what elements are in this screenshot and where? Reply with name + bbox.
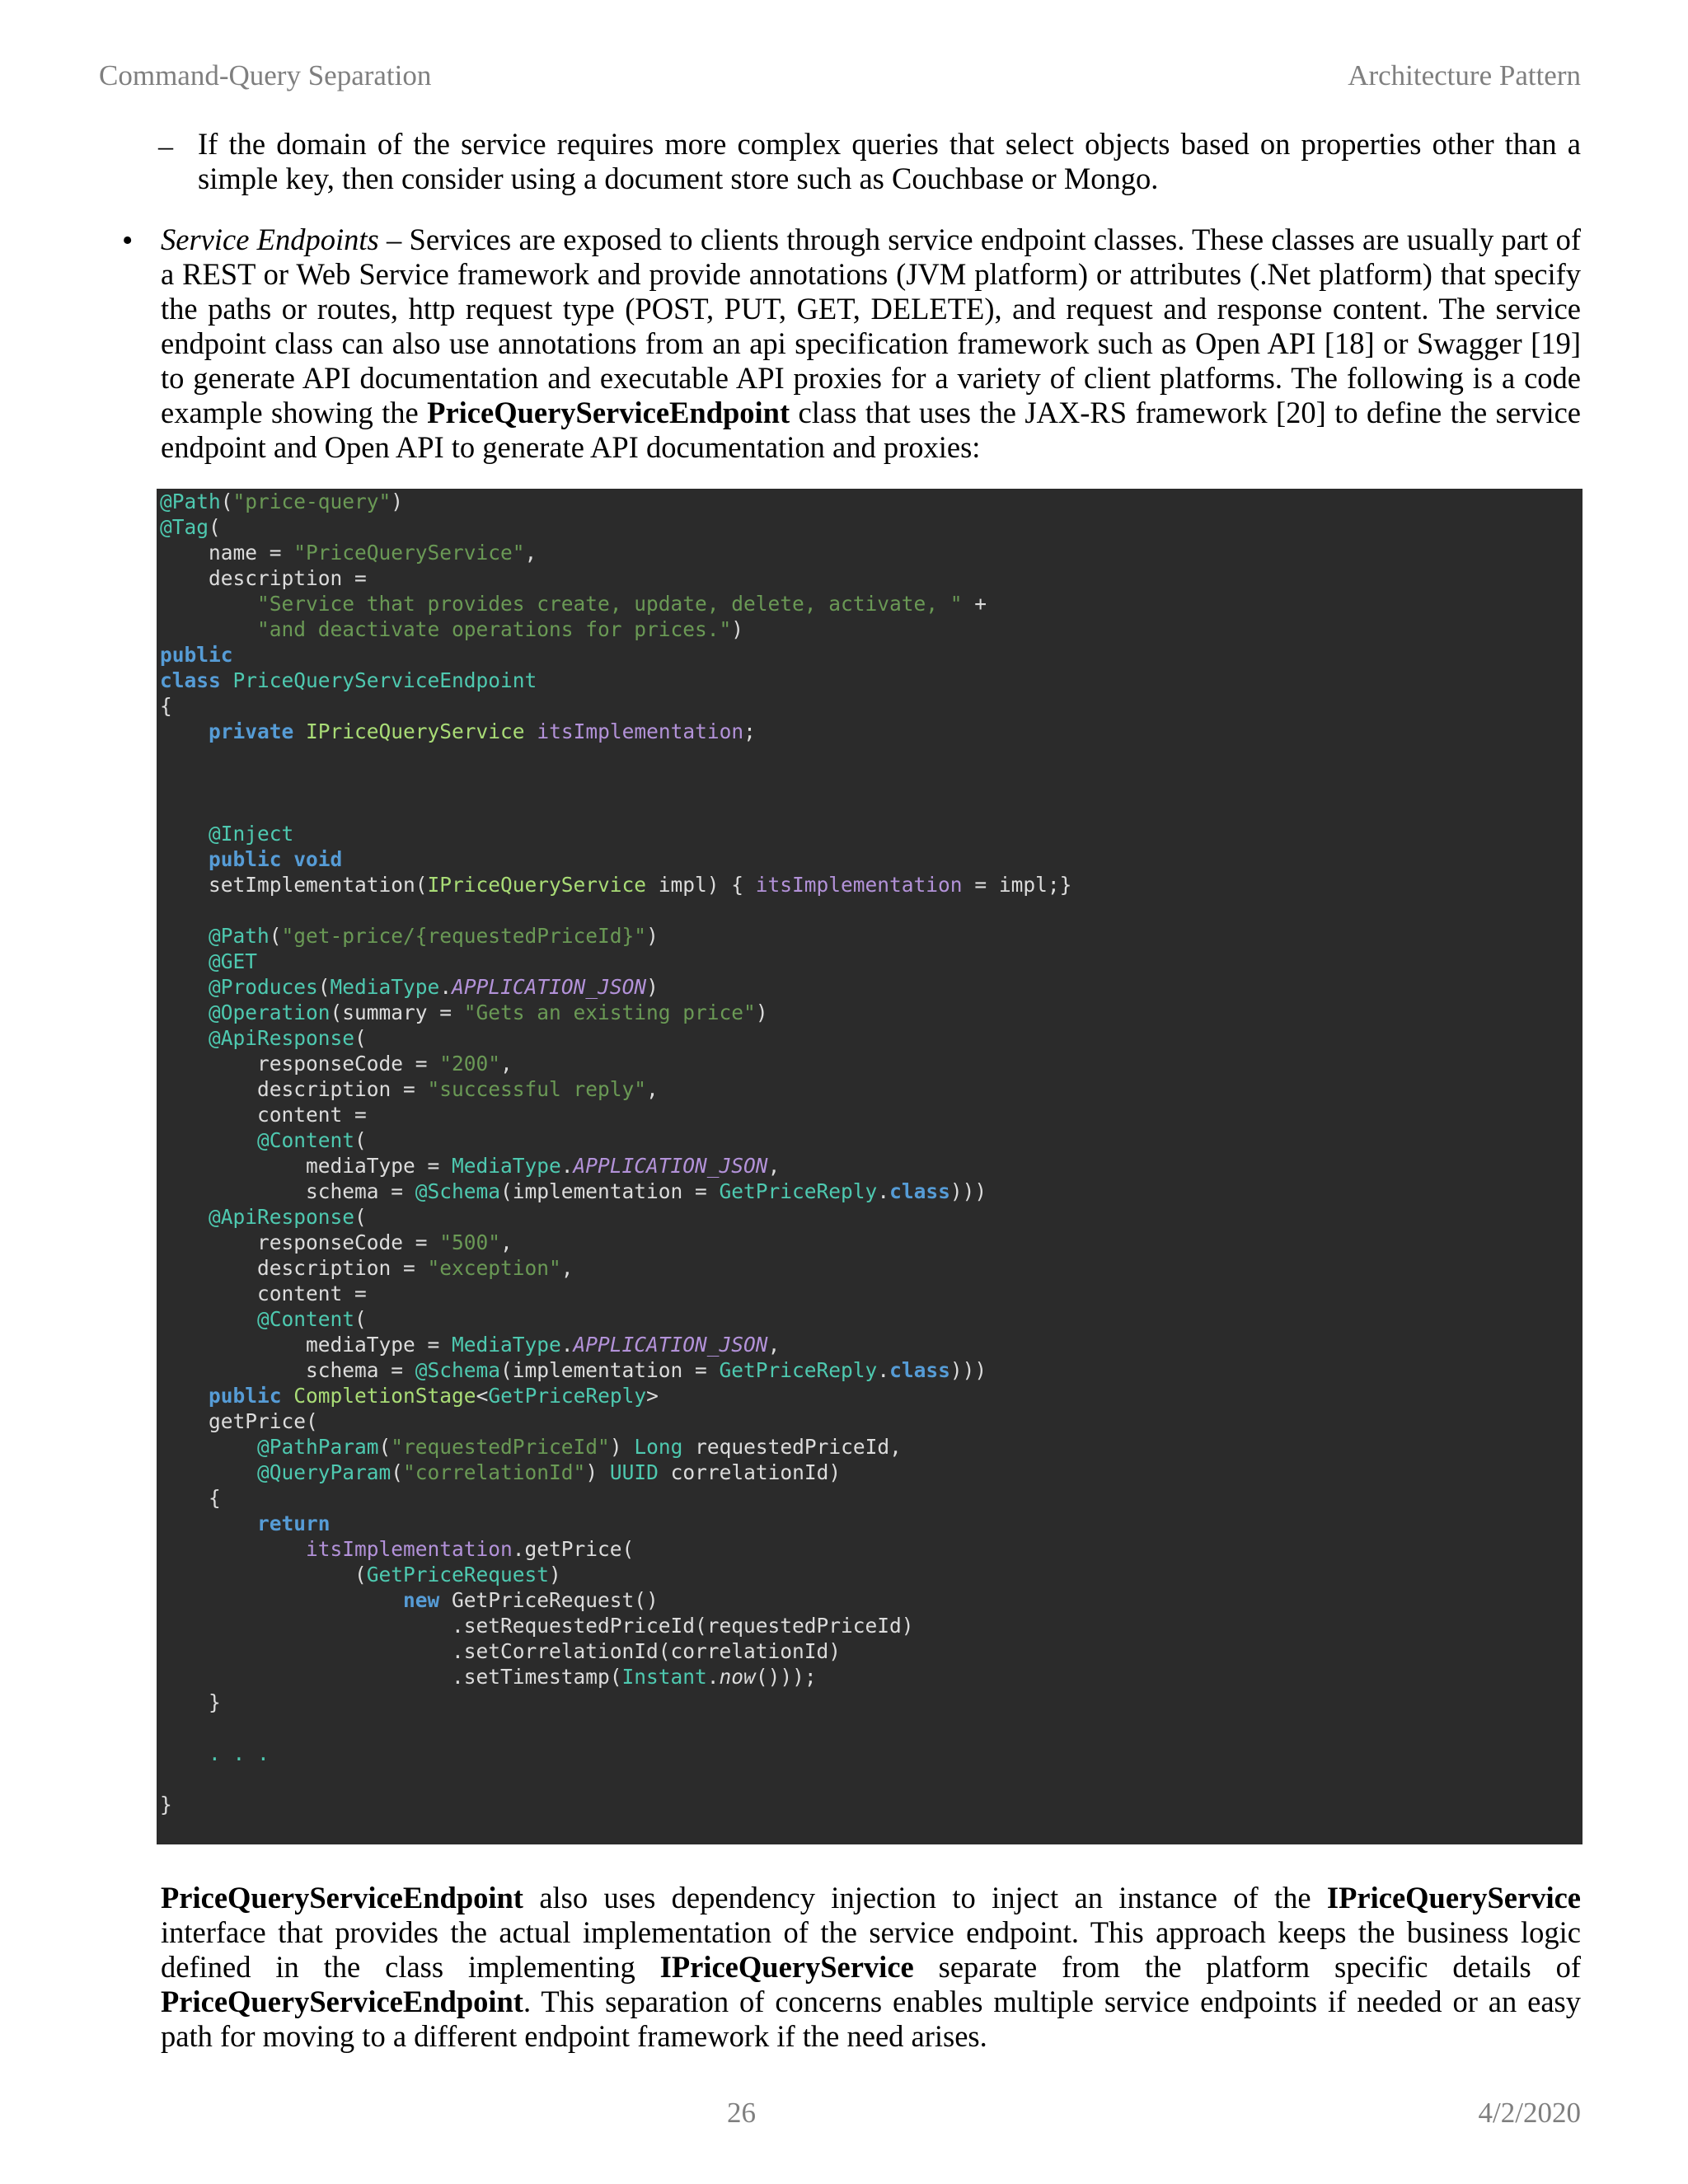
code-token: MediaType <box>330 975 440 999</box>
code-token: @Schema <box>415 1358 501 1382</box>
code-token: , <box>500 1052 513 1076</box>
code-line <box>160 949 1582 974</box>
code-token: ( <box>354 1026 367 1050</box>
code-line <box>160 693 1582 719</box>
code-token: itsImplementation <box>306 1537 513 1561</box>
code-line <box>160 489 1582 514</box>
code-token: ( <box>391 1460 404 1484</box>
code-token: ) <box>609 1435 635 1459</box>
code-token: schema = <box>160 1179 415 1203</box>
code-line <box>160 1408 1582 1434</box>
code-token <box>160 719 209 743</box>
code-listing <box>160 489 1582 1817</box>
code-token: "requestedPriceId" <box>391 1435 610 1459</box>
code-line <box>160 1587 1582 1613</box>
code-line <box>160 540 1582 565</box>
code-token: @Inject <box>209 822 294 846</box>
code-token: IPriceQueryService <box>306 719 525 743</box>
term-service-endpoints: Service Endpoints <box>161 223 379 256</box>
code-token: ) <box>391 490 404 513</box>
code-token: MediaType <box>452 1154 561 1178</box>
code-token <box>160 1537 306 1561</box>
code-line <box>160 744 1582 770</box>
code-token: @ApiResponse <box>209 1205 355 1229</box>
bullet-marker: • <box>122 223 134 258</box>
code-line <box>160 719 1582 744</box>
code-token: @QueryParam <box>257 1460 392 1484</box>
code-token: ( <box>354 1205 367 1229</box>
paragraph-text: . This separation of concerns enables multiple service endpoints if needed or an easy path for moving to a different endpoint framework if the need arises. <box>161 1985 1581 2053</box>
header-category: Architecture Pattern <box>1348 59 1581 91</box>
header-title: Command-Query Separation <box>99 59 432 91</box>
code-line <box>160 1766 1582 1792</box>
code-token: ( <box>209 515 221 539</box>
code-token: , <box>524 541 537 565</box>
code-token: ( <box>220 490 233 513</box>
code-line <box>160 1613 1582 1638</box>
code-line <box>160 642 1582 668</box>
code-line <box>160 872 1582 898</box>
code-token: "PriceQueryService" <box>293 541 525 565</box>
code-token: ( <box>317 975 331 999</box>
code-token: ))) <box>950 1179 987 1203</box>
code-token: "correlationId" <box>403 1460 586 1484</box>
code-line <box>160 898 1582 923</box>
code-token <box>160 617 257 641</box>
code-token: .setCorrelationId(correlationId) <box>160 1639 842 1663</box>
code-line <box>160 846 1582 872</box>
code-line <box>160 1460 1582 1485</box>
code-token: @Tag <box>160 515 209 539</box>
code-token: ))) <box>950 1358 987 1382</box>
code-token: description = <box>160 1077 428 1101</box>
code-line <box>160 770 1582 795</box>
code-token: CompletionStage <box>293 1384 476 1408</box>
code-token: , <box>560 1256 574 1280</box>
code-token: content = <box>160 1282 367 1305</box>
code-token: setImplementation( <box>160 873 428 897</box>
code-token <box>160 975 209 999</box>
code-token: "200" <box>439 1052 501 1076</box>
code-token: .getPrice( <box>512 1537 635 1561</box>
code-token: (summary = <box>330 1001 464 1024</box>
code-token: > <box>646 1384 659 1408</box>
code-token: requestedPriceId, <box>682 1435 902 1459</box>
code-token <box>160 1128 257 1152</box>
code-line <box>160 1025 1582 1051</box>
code-line <box>160 795 1582 821</box>
bold-term: PriceQueryServiceEndpoint <box>161 1985 523 2018</box>
code-token: .setRequestedPriceId(requestedPriceId) <box>160 1614 914 1638</box>
code-token: . <box>560 1154 574 1178</box>
paragraph-text: interface that provides the actual implementation of the service endpoint. This approach keeps the business logic defined in the class implementing <box>161 1915 1581 1984</box>
code-token: @Content <box>257 1128 355 1152</box>
code-line <box>160 1434 1582 1460</box>
code-token <box>160 1307 257 1331</box>
code-token: ; <box>743 719 756 743</box>
code-line <box>160 1000 1582 1025</box>
code-token: ) <box>549 1563 561 1586</box>
code-line <box>160 1102 1582 1127</box>
code-line <box>160 1511 1582 1536</box>
code-token: ( <box>269 924 282 948</box>
code-token: new <box>403 1588 440 1612</box>
code-token: "successful reply" <box>427 1077 647 1101</box>
code-block <box>157 489 1582 1844</box>
code-token: GetPriceReply <box>719 1179 878 1203</box>
code-token: class <box>889 1358 950 1382</box>
code-token: APPLICATION_JSON <box>452 975 647 999</box>
code-token: public <box>160 643 233 667</box>
code-token: < <box>476 1384 489 1408</box>
code-token <box>160 1205 209 1229</box>
code-token: = impl;} <box>962 873 1072 897</box>
footer-date: 4/2/2020 <box>1478 2097 1581 2129</box>
code-line <box>160 1255 1582 1281</box>
code-token <box>160 1001 209 1024</box>
code-token: private <box>209 719 294 743</box>
code-line <box>160 565 1582 591</box>
code-token: "Gets an existing price" <box>463 1001 756 1024</box>
code-token <box>160 592 257 616</box>
code-token <box>160 949 209 973</box>
code-token: impl) { <box>646 873 756 897</box>
code-token: } <box>160 1793 172 1816</box>
code-line <box>160 1230 1582 1255</box>
code-token: IPriceQueryService <box>427 873 647 897</box>
code-token: APPLICATION_JSON <box>573 1154 768 1178</box>
code-line <box>160 591 1582 616</box>
code-token: (implementation = <box>500 1358 720 1382</box>
code-token <box>221 668 233 692</box>
code-line <box>160 821 1582 846</box>
code-token <box>160 1026 209 1050</box>
code-token: "Service that provides create, update, delete, activate, " <box>257 592 963 616</box>
code-token: . . . <box>209 1741 270 1765</box>
code-token: return <box>257 1511 331 1535</box>
code-line <box>160 1383 1582 1408</box>
bold-term: IPriceQueryService <box>659 1950 914 1984</box>
code-token: GetPriceReply <box>488 1384 647 1408</box>
code-line <box>160 1485 1582 1511</box>
code-line <box>160 1306 1582 1332</box>
code-token: @Schema <box>415 1179 501 1203</box>
code-token: ())); <box>755 1665 817 1689</box>
code-line <box>160 1281 1582 1306</box>
code-token <box>282 1384 294 1408</box>
code-token <box>160 1511 257 1535</box>
code-token: description = <box>160 1256 428 1280</box>
code-token: @Content <box>257 1307 355 1331</box>
code-token: responseCode = <box>160 1230 440 1254</box>
code-token <box>160 924 209 948</box>
code-token <box>525 719 537 743</box>
code-line <box>160 1204 1582 1230</box>
code-token: ) <box>646 924 659 948</box>
code-token: { <box>160 694 172 718</box>
code-token: , <box>767 1333 781 1357</box>
code-token: @Operation <box>209 1001 331 1024</box>
bold-term: IPriceQueryService <box>1326 1881 1581 1915</box>
code-line <box>160 974 1582 1000</box>
code-token: GetPriceRequest <box>366 1563 550 1586</box>
code-token <box>293 719 306 743</box>
code-token: class <box>160 668 221 692</box>
code-token <box>160 847 209 871</box>
code-line <box>160 1715 1582 1741</box>
dash-bullet-marker: – <box>158 129 173 162</box>
code-line <box>160 668 1582 693</box>
code-token: mediaType = <box>160 1154 452 1178</box>
code-token: ( <box>378 1435 392 1459</box>
code-token <box>160 1460 257 1484</box>
code-token: ( <box>354 1307 367 1331</box>
code-token: ( <box>160 1563 367 1586</box>
code-token: (implementation = <box>500 1179 720 1203</box>
page-header <box>99 59 1581 92</box>
paragraph-text: – Services are exposed to clients through service endpoint classes. These classes are usually part of a REST or Web Service framework and provide annotations (JVM platform) or attributes (.Net platform) that specify the paths or routes, http request type (POST, PUT, GET, DELETE), and request and response content. The service endpoint class can also use annotations from an api specification framework such as Open API [18] or Swagger [19] to generate API documentation and executable API proxies for a variety of client platforms. The following is a code example showing the <box>161 223 1581 429</box>
closing-paragraph <box>161 1881 1581 2054</box>
code-line <box>160 1536 1582 1562</box>
code-token: public void <box>209 847 343 871</box>
bold-term: PriceQueryServiceEndpoint <box>161 1881 523 1915</box>
code-token: PriceQueryServiceEndpoint <box>232 668 537 692</box>
code-token: description = <box>160 566 367 590</box>
code-line <box>160 1153 1582 1179</box>
dash-item-text: If the domain of the service requires more complex queries that select objects based on properties other than a simple key, then consider using a document store such as Couchbase or Mongo. <box>198 127 1581 195</box>
code-token: { <box>160 1486 221 1510</box>
code-line <box>160 1741 1582 1766</box>
code-token <box>160 822 209 846</box>
code-token: , <box>767 1154 781 1178</box>
code-line <box>160 1127 1582 1153</box>
code-token: + <box>962 592 987 616</box>
code-token: GetPriceRequest() <box>439 1588 659 1612</box>
code-token: ( <box>354 1128 367 1152</box>
code-token: } <box>160 1690 221 1714</box>
code-token: "and deactivate operations for prices." <box>257 617 732 641</box>
code-line <box>160 1357 1582 1383</box>
code-token: Instant <box>621 1665 707 1689</box>
code-token: ) <box>646 975 659 999</box>
code-token: "exception" <box>427 1256 561 1280</box>
code-token: APPLICATION_JSON <box>573 1333 768 1357</box>
paragraph-text: also uses dependency injection to inject an instance of the <box>523 1881 1327 1915</box>
code-token <box>160 1588 403 1612</box>
class-name-bold: PriceQueryServiceEndpoint <box>427 396 790 429</box>
code-token: "price-query" <box>232 490 392 513</box>
code-token: now <box>719 1665 756 1689</box>
code-token: public <box>209 1384 282 1408</box>
paragraph-text: class that uses the JAX-RS framework [20] to define the service endpoint and Open API to generate API documentation and proxies: <box>161 396 1581 464</box>
code-token: .setTimestamp( <box>160 1665 622 1689</box>
code-line <box>160 1076 1582 1102</box>
code-token: mediaType = <box>160 1333 452 1357</box>
code-token: itsImplementation <box>537 719 744 743</box>
code-token: . <box>560 1333 574 1357</box>
code-line <box>160 1792 1582 1817</box>
code-token: ) <box>755 1001 768 1024</box>
code-line <box>160 1051 1582 1076</box>
code-token: . <box>439 975 452 999</box>
code-token: @Path <box>209 924 270 948</box>
code-token: responseCode = <box>160 1052 440 1076</box>
code-line <box>160 1638 1582 1664</box>
code-token: "500" <box>439 1230 501 1254</box>
code-token: schema = <box>160 1358 415 1382</box>
code-token: Long <box>634 1435 683 1459</box>
service-endpoints-paragraph <box>161 223 1581 465</box>
code-token <box>160 1384 209 1408</box>
code-token: @ApiResponse <box>209 1026 355 1050</box>
code-line <box>160 923 1582 949</box>
paragraph-text: separate from the platform specific details of <box>913 1950 1581 1984</box>
code-token: GetPriceReply <box>719 1358 878 1382</box>
code-token: itsImplementation <box>755 873 963 897</box>
page-footer <box>99 2097 1581 2130</box>
code-line <box>160 1332 1582 1357</box>
code-token <box>160 1741 209 1765</box>
code-token: correlationId) <box>658 1460 842 1484</box>
code-token: ) <box>585 1460 610 1484</box>
code-line <box>160 1690 1582 1715</box>
code-token: getPrice( <box>160 1409 318 1433</box>
code-token: @Path <box>160 490 221 513</box>
code-token: content = <box>160 1103 367 1127</box>
code-token: . <box>877 1179 890 1203</box>
code-token: . <box>706 1665 720 1689</box>
code-token: class <box>889 1179 950 1203</box>
code-line <box>160 514 1582 540</box>
code-line <box>160 1562 1582 1587</box>
code-line <box>160 1179 1582 1204</box>
code-token: ) <box>731 617 744 641</box>
code-token: , <box>646 1077 659 1101</box>
code-token: @GET <box>209 949 258 973</box>
code-line <box>160 616 1582 642</box>
code-token: name = <box>160 541 294 565</box>
code-token: MediaType <box>452 1333 561 1357</box>
code-token: "get-price/{requestedPriceId}" <box>281 924 647 948</box>
code-line <box>160 1664 1582 1690</box>
code-token: @PathParam <box>257 1435 379 1459</box>
code-token: , <box>500 1230 513 1254</box>
code-token: UUID <box>609 1460 659 1484</box>
page-number: 26 <box>727 2097 756 2129</box>
code-token: . <box>877 1358 890 1382</box>
code-token: @Produces <box>209 975 318 999</box>
code-token <box>160 1435 257 1459</box>
